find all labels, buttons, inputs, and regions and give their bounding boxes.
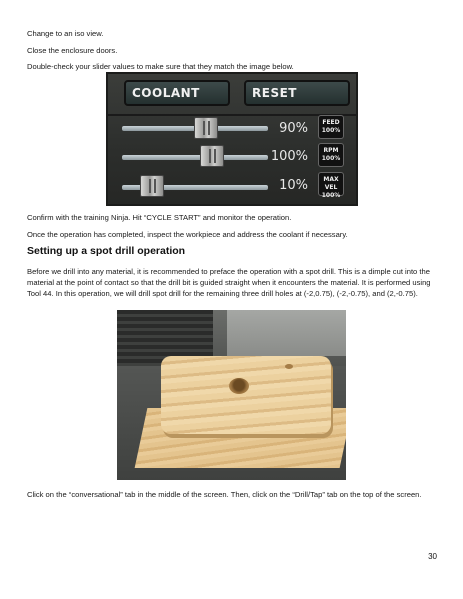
max-vel-percent: 10% — [279, 178, 308, 193]
wood-workpiece-photo — [117, 310, 346, 480]
cnc-slider-panel-photo — [106, 72, 358, 206]
feed-percent: 90% — [279, 121, 308, 136]
instruction-conversational-tab: Click on the “conversational” tab in the middle of the screen. Then, click on the “Drill/Tap” tab on the top of the screen. — [27, 490, 422, 499]
feed-badge-value: 100% — [321, 127, 341, 134]
max-vel-slider-knob — [140, 175, 164, 197]
rpm-badge-label: RPM — [323, 147, 339, 154]
feed-slider-knob — [194, 117, 218, 139]
reset-button: RESET — [244, 80, 350, 106]
spot-drill-explanation: Before we drill into any material, it is recommended to preface the operation with a spot drill. This is a dimple cut into the material at the point of contact so that the drill bit is guided straight when it encounters the material. It is performed using Tool 44. In this operation, we will drill spot drill for the remaining three drill holes at (-2,0.75), (-2,-0.75), and (2,-0.75). — [27, 267, 431, 298]
coolant-button: COOLANT — [124, 80, 230, 106]
instruction-close-doors: Close the enclosure doors. — [27, 46, 118, 55]
instruction-iso-view: Change to an iso view. — [27, 29, 104, 38]
rpm-badge — [318, 143, 344, 167]
instruction-cycle-start: Confirm with the training Ninja. Hit “CYCLE START” and monitor the operation. — [27, 213, 292, 222]
rpm-badge-value: 100% — [321, 155, 341, 162]
max-vel-badge-value: 100% — [321, 192, 341, 199]
page-number: 30 — [428, 552, 437, 561]
drilled-center-hole — [229, 378, 249, 394]
section-heading: Setting up a spot drill operation — [27, 245, 186, 257]
wood-knot — [285, 364, 293, 369]
rpm-slider-knob — [200, 145, 224, 167]
feed-badge-label: FEED — [322, 119, 340, 126]
wood-workpiece — [161, 356, 331, 434]
instruction-check-sliders: Double-check your slider values to make sure that they match the image below. — [27, 62, 294, 71]
rpm-percent: 100% — [270, 149, 308, 164]
max-vel-badge — [318, 172, 344, 199]
machine-housing — [227, 310, 346, 356]
max-vel-badge-label: MAX VEL — [323, 176, 339, 191]
instruction-inspect-workpiece: Once the operation has completed, inspect the workpiece and address the coolant if necessary. — [27, 230, 348, 239]
rpm-slider-track — [122, 155, 268, 160]
feed-badge — [318, 115, 344, 139]
